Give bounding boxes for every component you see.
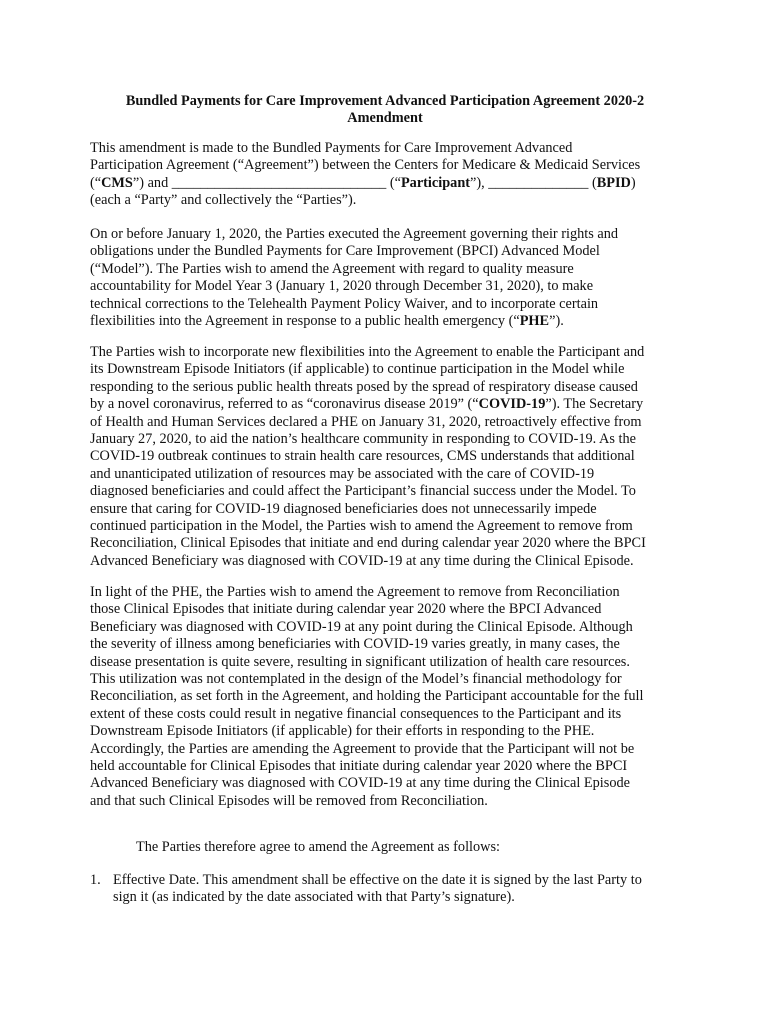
- bpid-blank: ”), ______________ (: [470, 174, 597, 191]
- text-run: ”). The Secretary: [545, 396, 644, 413]
- text-line: (“Model”). The Parties wish to amend the Agreement with regard to quality measure: [90, 260, 574, 277]
- text-line: In light of the PHE, the Parties wish to amend the Agreement to remove from Reconciliation: [90, 584, 620, 600]
- text-line: technical corrections to the Telehealth Payment Policy Waiver, and to incorporate certain: [90, 295, 599, 312]
- text-line: held accountable for Clinical Episodes that initiate during calendar year 2020 where the BPCI: [90, 758, 628, 775]
- phe-reconciliation-paragraph: [90, 584, 690, 810]
- text-run: by a novel coronavirus, referred to as “coronavirus disease 2019” (“: [90, 396, 479, 413]
- text-line: diagnosed beneficiaries and could affect the Participant’s financial success under the Model. To: [90, 483, 636, 500]
- text-line: Effective Date. This amendment shall be effective on the date it is signed by the last Party to: [113, 872, 642, 888]
- background-paragraph: [90, 226, 690, 330]
- text-run: ”).: [549, 313, 564, 330]
- text-line: On or before January 1, 2020, the Parties executed the Agreement governing their rights and: [90, 226, 619, 242]
- text-line: COVID-19 outbreak continues to strain health care resources, CMS understands that additional: [90, 448, 635, 465]
- text-line: Advanced Beneficiary was diagnosed with COVID-19 at any time during the Clinical Episode: [90, 775, 630, 792]
- text-run: (“: [90, 174, 102, 191]
- title-line-1: Bundled Payments for Care Improvement Advanced Participation Agreement 2020-2: [125, 93, 645, 109]
- text-line: and that such Clinical Episodes will be removed from Reconciliation.: [90, 792, 488, 809]
- text-line: its Downstream Episode Initiators (if applicable) to continue participation in the Model while: [90, 361, 625, 378]
- text-line: Accordingly, the Parties are amending the Agreement to provide that the Participant will not be: [90, 740, 635, 757]
- text-line: continued participation in the Model, the Parties wish to amend the Agreement to remove from: [90, 518, 633, 535]
- document-title: [90, 93, 680, 128]
- text-line: [90, 396, 690, 413]
- text-line: extent of these costs could result in negative financial consequences to the Participant and its: [90, 705, 622, 722]
- text-line: of Health and Human Services declared a PHE on January 31, 2020, retroactively effective from: [90, 413, 642, 430]
- text-line: Participation Agreement (“Agreement”) between the Centers for Medicare & Medicaid Services: [90, 157, 641, 174]
- item-number: 1.: [90, 872, 101, 888]
- text-line: Downstream Episode Initiators (if applicable) for their efforts in responding to the PHE.: [90, 723, 595, 740]
- text-line: sign it (as indicated by the date associated with that Party’s signature).: [113, 889, 515, 906]
- text-line: Advanced Beneficiary was diagnosed with COVID-19 at any time during the Clinical Episode.: [90, 552, 634, 569]
- text-line: The Parties wish to incorporate new flexibilities into the Agreement to enable the Participant and: [90, 344, 645, 360]
- text-line: (each a “Party” and collectively the “Parties”).: [90, 192, 357, 209]
- text-line-parties: [90, 175, 690, 192]
- text-line: Reconciliation, Clinical Episodes that initiate and end during calendar year 2020 where the BPCI: [90, 535, 646, 552]
- participant-term: Participant: [400, 174, 471, 191]
- text-line: disease presentation is quite severe, resulting in significant utilization of health care resources.: [90, 653, 630, 670]
- agreement-intro-line: The Parties therefore agree to amend the Agreement as follows:: [136, 839, 501, 855]
- text-line: Reconciliation, as set forth in the Agreement, and holding the Participant accountable for the full: [90, 688, 644, 705]
- text-line: those Clinical Episodes that initiate during calendar year 2020 where the BPCI Advanced: [90, 601, 602, 618]
- text-line: and unanticipated utilization of resources may be associated with the care of COVID-19: [90, 465, 595, 482]
- item-body: [113, 872, 693, 907]
- intro-paragraph: [90, 140, 690, 210]
- text-line: the severity of illness among beneficiaries with COVID-19 varies greatly, in many cases, the: [90, 636, 620, 653]
- participant-blank: ”) and ______________________________ (“: [132, 174, 401, 191]
- text-run: ): [630, 174, 636, 191]
- bpid-term: BPID: [596, 174, 631, 191]
- text-line: This amendment is made to the Bundled Payments for Care Improvement Advanced: [90, 140, 573, 156]
- text-line: accountability for Model Year 3 (January 1, 2020 through December 31, 2020), to make: [90, 278, 594, 295]
- text-line: ensure that caring for COVID-19 diagnosed beneficiaries does not unnecessarily impede: [90, 500, 597, 517]
- text-run: flexibilities into the Agreement in response to a public health emergency (“: [90, 313, 520, 330]
- phe-term: PHE: [519, 313, 550, 330]
- covid-term: COVID-19: [478, 396, 546, 413]
- title-line-2: Amendment: [347, 110, 423, 127]
- covid-flexibilities-paragraph: [90, 344, 690, 570]
- text-line: [90, 313, 690, 330]
- text-line: obligations under the Bundled Payments for Care Improvement (BPCI) Advanced Model: [90, 243, 600, 260]
- text-line: January 27, 2020, to aid the nation’s healthcare community in responding to COVID-19. As the: [90, 431, 636, 448]
- text-line: This utilization was not contemplated in the design of the Model’s financial methodology for: [90, 671, 622, 688]
- cms-term: CMS: [101, 174, 133, 191]
- text-line: Beneficiary was diagnosed with COVID-19 at any point during the Clinical Episode. Although: [90, 618, 633, 635]
- text-line: responding to the serious public health threats posed by the spread of respiratory disease caused: [90, 378, 638, 395]
